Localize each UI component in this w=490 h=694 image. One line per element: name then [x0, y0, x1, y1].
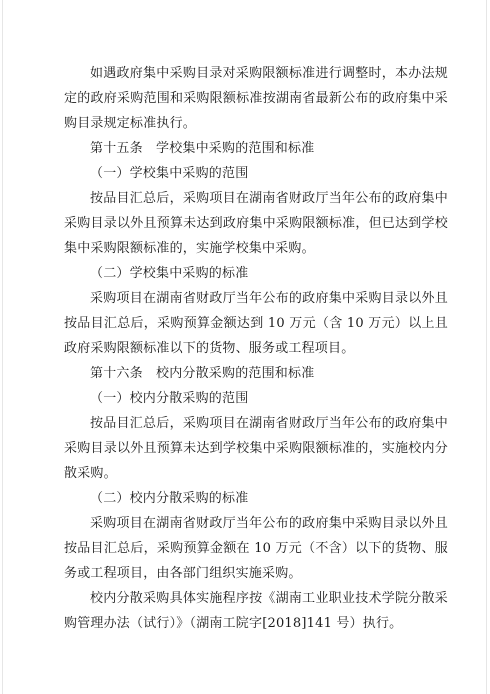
- article-16-heading: 第十六条 校内分散采购的范围和标准: [90, 366, 315, 381]
- paragraph-internal-scope: 按品目汇总后，采购项目在湖南省财政厅当年公布的政府集中采购目录以外且预算未达到学校集中采购限额标准的，实施校内分散采购。: [64, 416, 448, 481]
- section-school-scope-heading: （一）学校集中采购的范围: [90, 166, 249, 181]
- section-internal-scope-heading: （一）校内分散采购的范围: [90, 391, 249, 406]
- paragraph-price-adjustment: 如遇政府集中采购目录对采购限额标准进行调整时，本办法规定的政府采购范围和采购限额标准按湖南省最新公布的政府集中采购目录规定标准执行。: [64, 66, 448, 131]
- article-15-heading: 第十五条 学校集中采购的范围和标准: [90, 141, 315, 156]
- paragraph-school-scope: 按品目汇总后，采购项目在湖南省财政厅当年公布的政府集中采购目录以外且预算未达到政府集中采购限额标准，但已达到学校集中采购限额标准的，实施学校集中采购。: [64, 191, 448, 256]
- paragraph-procedure-reference: 校内分散采购具体实施程序按《湖南工业职业技术学院分散采购管理办法（试行）》（湖南工院字[2018]141 号）执行。: [64, 591, 448, 631]
- section-school-standard-heading: （二）学校集中采购的标准: [90, 266, 249, 281]
- paragraph-internal-standard: 采购项目在湖南省财政厅当年公布的政府集中采购目录以外且按品目汇总后，采购预算金额在 10 万元（不含）以下的货物、服务或工程项目，由各部门组织实施采购。: [64, 516, 448, 581]
- section-internal-standard-heading: （二）校内分散采购的标准: [90, 491, 249, 506]
- paragraph-school-standard: 采购项目在湖南省财政厅当年公布的政府集中采购目录以外且按品目汇总后，采购预算金额达到 10 万元（含 10 万元）以上且政府采购限额标准以下的货物、服务或工程项目。: [64, 291, 448, 356]
